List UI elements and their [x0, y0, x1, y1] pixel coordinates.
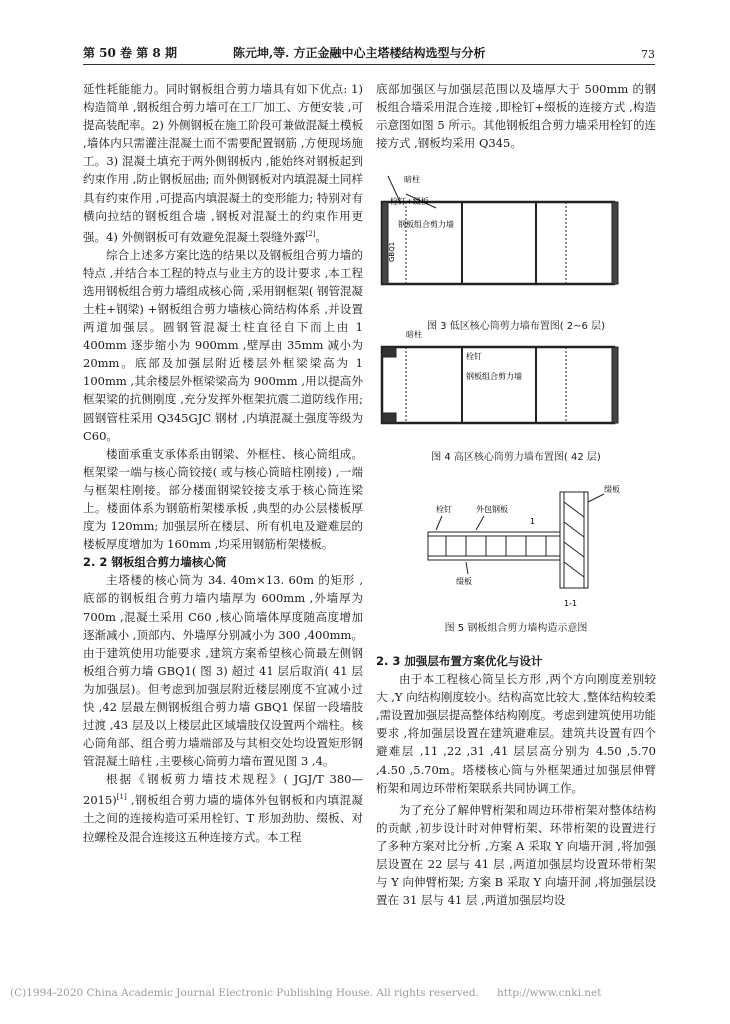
fig5-label-tie: 缀板: [456, 577, 472, 586]
right-column-top: [376, 80, 656, 152]
figure-3-drawing: [376, 172, 656, 322]
figure-5: [376, 472, 656, 636]
copyright-text: (C)1994-2020 China Academic Journal Electronic Publishing House. All rights reserved.: [10, 987, 479, 999]
paragraph: 根据《钢板剪力墙技术规程》( JGJ/T 380—2015)[1] ,钢板组合剪力墙的墙体外包钢板和内填混凝土之间的连接构造可采用栓钉、T 形加劲肋、缀板、对拉螺栓及混合连接这五种连接方式。本工程: [83, 772, 363, 844]
fig3-label-wall: 钢板组合剪力墙: [398, 220, 454, 229]
figure-4: [376, 325, 656, 465]
fig5-label-batten: 缀板: [604, 485, 620, 494]
copyright-footer: [10, 987, 730, 999]
figure-5-caption: 图 5 钢板组合剪力墙构造示意图: [444, 623, 588, 634]
running-header: [83, 40, 655, 65]
page-number: 73: [641, 48, 655, 61]
figure-3: [376, 172, 656, 334]
left-column: [83, 80, 363, 846]
figure-3-caption: 图 3 低区核心筒剪力墙布置图( 2~6 层): [427, 321, 605, 332]
fig5-label-stud: 栓钉: [436, 505, 452, 514]
cnki-link[interactable]: http://www.cnki.net: [497, 987, 602, 999]
fig4-label-stud: 栓钉: [466, 352, 482, 361]
paragraph: 主塔楼的核心筒为 34. 40m×13. 60m 的矩形 ,底部的钢板组合剪力墙内墙厚为 600mm ,外墙厚为 700m ,混凝土采用 C60 ,核心筒墙体厚度随高度增加逐渐减小 ,顶部内、外墙厚分别减小为 300 ,400mm。由于建筑使用功能要求 ,建筑方案希望核心筒最左侧钢板组合剪力墙 GBQ1( 图 3) 超过 41 层后取消( 41 层为加强层)。但考虑到加强层附近楼层刚度不宜减小过快 ,42 层最左侧钢板组合剪力墙 GBQ1 保留一段墙肢过渡 ,43 层及以上楼层此区域墙肢仅设置两个端柱。核心筒角部、组合剪力墙端部及与其相交处均设置矩形钢管混凝土暗柱 ,主要核心筒剪力墙布置见图 3 ,4。: [83, 573, 363, 769]
citation[interactable]: [1]: [116, 793, 127, 802]
fig5-section-mark: 1: [530, 517, 536, 526]
paragraph: 由于本工程核心筒呈长方形 ,两个方向刚度差别较大 ,Y 向结构刚度较小。结构高宽比较大 ,整体结构较柔 ,需设置加强层提高整体结构刚度。考虑到建筑使用功能要求 ,将加强层设置在建筑避难层。建筑共设置有四个避难层 ,11 ,22 ,31 ,41 层层高分别为 4.50 ,5.70 ,4.50 ,5.70m。塔楼核心筒与外框架通过加强层伸臂桁架和周边环带桁架联系共同协调工作。: [376, 672, 656, 795]
section-heading: 2. 3 加强层布置方案优化与设计: [376, 654, 543, 668]
paragraph: 楼面承重支承体系由钢梁、外框柱、核心筒组成。框架梁一端与核心筒铰接( 或与核心筒暗柱刚接) ,一端与框架柱刚接。部分楼面钢梁铰接支承于核心筒连梁上。楼面体系为钢筋桁架楼承板 ,典型的办公层楼板厚度为 120mm; 加强层所在楼层、所有机电及避难层的楼板厚度增加为 160mm ,均采用钢筋桁架楼板。: [83, 446, 363, 552]
section-heading: 2. 2 钢板组合剪力墙核心筒: [83, 555, 227, 570]
fig5-label-plate: 外包钢板: [476, 505, 508, 514]
figure-4-caption: 图 4 高区核心筒剪力墙布置图( 42 层): [431, 452, 601, 463]
figure-5-drawing: [376, 472, 656, 620]
right-column-bottom: [376, 652, 656, 909]
fig3-label-column: 暗柱: [404, 175, 420, 184]
article-running-title: 陈元坤,等. 方正金融中心主塔楼结构选型与分析: [233, 46, 486, 60]
journal-volume: 第 50 卷 第 8 期: [83, 46, 177, 60]
figure-4-drawing: [376, 325, 656, 453]
paragraph: 为了充分了解伸臂桁架和周边环带桁架对整体结构的贡献 ,初步设计时对伸臂桁架、环带桁架的设置进行了多种方案对比分析 ,方案 A 采取 Y 向墙开洞 ,将加强层设置在 22 层与 41 层 ,两道加强层均设置环带桁架与 Y 向伸臂桁架; 方案 B 采取 Y 向墙开洞 ,将加强层设置在 31 层与 41 层 ,两道加强层均设: [376, 802, 656, 908]
fig5-section-label: 1-1: [564, 599, 578, 608]
fig4-label-wall: 钢板组合剪力墙: [466, 372, 522, 381]
fig3-label-conn: 栓钉+缀板: [390, 197, 429, 206]
citation[interactable]: [2]: [305, 229, 316, 238]
paragraph: 综合上述多方案比选的结果以及钢板组合剪力墙的特点 ,并结合本工程的特点与业主方的设计要求 ,本工程选用钢板组合剪力墙组成核心筒 ,采用钢框架( 钢管混凝土柱+钢梁) +钢板组合剪力墙核心筒结构体系 ,并设置两道加强层。圆钢管混凝土柱直径自下而上由 1 400mm 逐步缩小为 900mm ,壁厚由 35mm 减小为 20mm。底部及加强层附近楼层外框梁梁高为 1 100mm ,其余楼层外框梁梁高为 900mm ,用以提高外框架梁的抗侧刚度 ,充分发挥外框架抗震二道防线作用; 圆钢管柱采用 Q345GJC 钢材 ,内填混凝土强度等级为 C60。: [83, 247, 363, 443]
paragraph: 延性耗能能力。同时钢板组合剪力墙具有如下优点: 1) 构造简单 ,钢板组合剪力墙可在工厂加工、方便安装 ,可提高装配率。2) 外侧钢板在施工阶段可兼做混凝土模板 ,墙体内只需灌注混凝土而不需要配置钢筋 ,方便现场施工。3) 混凝土填充于两外侧钢板内 ,能始终对钢板起到约束作用 ,防止钢板屈曲; 而外侧钢板对内填混凝土同样具有约束作用 ,可提高内填混凝土的变形能力; 特别对有横向拉结的钢板组合墙 ,钢板对混凝土的约束作用更强。4) 外侧钢板可有效避免混凝土裂缝外露[2]。: [83, 82, 363, 244]
fig3-label-gbq: GBQ1: [388, 241, 396, 262]
paragraph: 底部加强区与加强层范围以及墙厚大于 500mm 的钢板组合墙采用混合连接 ,即栓钉+缀板的连接方式 ,构造示意图如图 5 所示。其他钢板组合剪力墙采用栓钉的连接方式 ,钢板均采用 Q345。: [376, 82, 656, 151]
fig4-label-column: 暗柱: [406, 330, 422, 339]
